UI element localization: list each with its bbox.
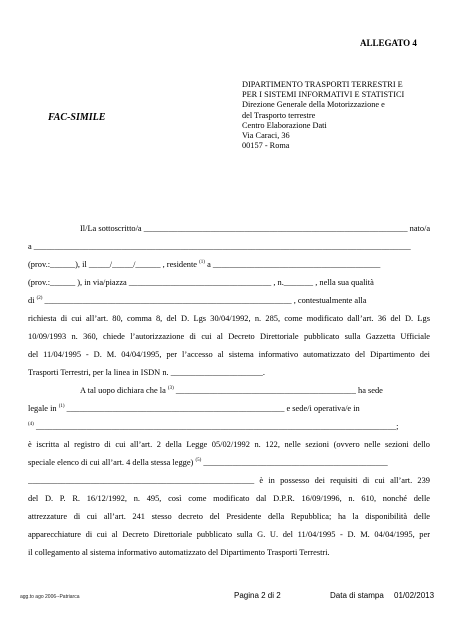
- form-line: [28, 418, 430, 436]
- form-line: [28, 256, 430, 274]
- form-text: a ________________________________________: [204, 260, 381, 269]
- form-line: 10/09/1993 n. 360, chiede l’autorizzazione di cui al Decreto Direttoriale pubblicato sulla Gazzetta Ufficiale: [28, 332, 430, 341]
- address-line: DIPARTIMENTO TRASPORTI TERRESTRI E: [242, 80, 403, 89]
- form-text: (prov.:______ ), in via/piazza __________________________________ , n._______ , nella sua qualità: [28, 278, 374, 287]
- form-line: del 11/04/1995 - D. M. 04/04/1995, per l’accesso al sistema informativo automatizzato del Dipartimento dei: [28, 350, 430, 359]
- allegato-label: ALLEGATO 4: [360, 38, 417, 48]
- form-text: Il/La sottoscritto/a _______________________________________________________________ nato/a: [80, 224, 431, 233]
- print-date: 01/02/2013: [394, 591, 435, 600]
- form-text: ____________________________________________: [201, 458, 388, 467]
- address-line: 00157 - Roma: [242, 141, 290, 151]
- form-line: attrezzature di cui all’art. 241 stesso decreto del Presidente della Repubblica; ha la disponibilità delle: [28, 512, 430, 521]
- form-line: [28, 364, 430, 382]
- form-line: ______________________________________________________ è in possesso dei requisiti di cui all’art. 239: [28, 476, 430, 485]
- form-line: richiesta di cui all’art. 80, comma 8, del D. Lgs 30/04/1992, n. 285, come modificato dall’art. 36 del D. Lgs: [28, 314, 430, 323]
- form-text: il collegamento al sistema informativo automatizzato del Dipartimento Trasporti Terrestri.: [28, 548, 330, 557]
- form-text: A tal uopo dichiara che la: [80, 386, 168, 395]
- footnote-ref: (4): [28, 422, 34, 427]
- recipient-address: [242, 80, 404, 151]
- form-text: di: [28, 296, 37, 305]
- form-line: [28, 400, 430, 418]
- form-text: speciale elenco di cui all’art. 4 della stessa legge): [28, 458, 196, 467]
- form-line: [28, 292, 430, 310]
- form-line: [28, 238, 430, 256]
- form-line: [28, 382, 430, 400]
- footnote-ref: (1): [58, 404, 65, 409]
- form-text: Trasporti Terrestri, per la linea in ISDN n. ______________________.: [28, 368, 265, 377]
- address-line: PER I SISTEMI INFORMATIVI E STATISTICI: [242, 90, 405, 100]
- address-line: Via Caraci, 36: [242, 131, 290, 141]
- form-text: ___________________________________________________________ , contestualmente alla: [42, 296, 367, 305]
- footnote-ref: (3): [167, 386, 174, 391]
- form-text: ______________________________________________________________________________________;: [33, 422, 399, 431]
- form-text: ___________________________________________ ha sede: [173, 386, 383, 395]
- form-line: è iscritta al registro di cui all’art. 2 della Legge 05/02/1992 n. 122, nelle sezioni (ovvero nelle sezioni dello: [28, 440, 430, 449]
- address-line: Direzione Generale della Motorizzazione e: [242, 100, 385, 110]
- footer-revision: agg.to ago 2006--Patriarca: [20, 594, 80, 600]
- form-line: [28, 220, 430, 238]
- form-text: legale in: [28, 404, 59, 413]
- form-text: (prov.:______), il _____/_____/______ , residente: [28, 260, 200, 269]
- form-text: a __________________________________________________________________________________________: [28, 242, 411, 251]
- form-line: apparecchiature di cui al Decreto Direttoriale pubblicato sulla G. U. del 11/04/1995 - D. M. 04/04/1995, per: [28, 530, 430, 539]
- address-line: Centro Elaborazione Dati: [242, 120, 327, 130]
- page-number: Pagina 2 di 2: [234, 591, 281, 600]
- form-text: ____________________________________________________ e sede/i operativa/e in: [64, 404, 360, 413]
- form-body: [28, 220, 430, 562]
- form-line: [28, 274, 430, 292]
- fac-simile-title: FAC-SIMILE: [48, 112, 106, 123]
- footnote-ref: (1): [199, 260, 205, 265]
- page-footer: [0, 591, 452, 605]
- print-date-label: Data di stampa: [330, 591, 384, 600]
- address-line: del Trasporto terrestre: [242, 110, 316, 120]
- footnote-ref: (5): [195, 458, 202, 463]
- form-line: [28, 454, 430, 472]
- footnote-ref: (2): [36, 296, 43, 301]
- form-line: [28, 544, 430, 562]
- form-line: del D. P. R. 16/12/1992, n. 495, così come modificato dal D.P.R. 16/09/1996, n. 610, nonché delle: [28, 494, 430, 503]
